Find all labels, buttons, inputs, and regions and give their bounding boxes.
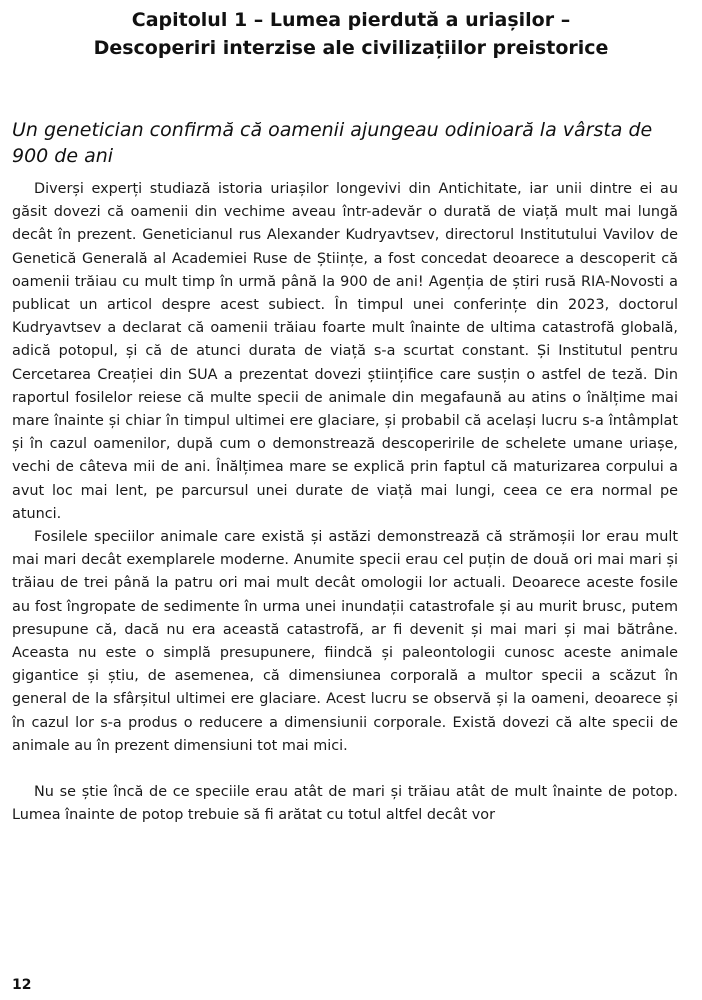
chapter-title-line-1: Capitolul 1 – Lumea pierdută a uriașilor – (131, 9, 571, 31)
page-number: 12 (12, 977, 32, 993)
paragraph: Diverși experți studiază istoria uriașilor longevivi din Antichitate, iar unii dintre ei au găsit dovezi că oamenii din vechime aveau într-adevăr o durată de viață mult mai lungă decât în prezent. Geneticianul rus Alexander Kudryavtsev, directorul Institutului Vavilov de Genetică Generală al Academiei Ruse de Științe, a fost concedat deoarece a descoperit că oamenii trăiau cu mult timp în urmă până la 900 de ani! Agenția de știri rusă RIA-Novosti a publicat un articol despre acest subiect. În timpul unei conferințe din 2023, doctorul Kudryavtsev a declarat că oamenii trăiau foarte mult înainte de ultima catastrofă globală, adică potopul, și că de atunci durata de viață s-a scurtat constant. Și Institutul pentru Cercetarea Creației din SUA a prezentat dovezi științifice care susțin o astfel de teză. Din raportul fosilelor reiese că multe specii de animale din megafaună au atins o înălțime mai mare înainte și chiar în timpul ultimei ere glaciare, și probabil că același lucru s-a întâmplat și în cazul oamenilor, după cum o demonstrează descoperirile de schelete umane uriașe, vechi de câteva mii de ani. Înălțimea mare se explică prin faptul că maturizarea corpului a avut loc mai lent, pe parcursul unei durate de viață mai lungi, ceea ce era normal pe atunci. (12, 181, 678, 522)
body-text (12, 178, 678, 828)
paragraph: Nu se știe încă de ce speciile erau atât de mari și trăiau atât de mult înainte de potop. Lumea înainte de potop trebuie să fi arătat cu totul altfel decât vor (12, 784, 678, 824)
paragraph: Fosilele speciilor animale care există și astăzi demonstrează că strămoșii lor erau mult mai mari decât exemplarele moderne. Anumite specii erau cel puțin de două ori mai mari și trăiau de trei până la patru ori mai mult decât omologii lor actuali. Deoarece aceste fosile au fost îngropate de sedimente în urma unei inundații catastrofale și au murit brusc, putem presupune că, dacă nu era această catastrofă, ar fi devenit și mai mari și mai bătrâne. Aceasta nu este o simplă presupunere, fiindcă și paleontologii cunosc aceste animale gigantice și știu, de asemenea, că dimensiunea corporală a multor specii a scăzut în general de la sfârșitul ultimei ere glaciare. Acest lucru se observă și la oameni, deoarece și în cazul lor s-a produs o reducere a dimensiunii corporale. Există dovezi că alte specii de animale au în prezent dimensiuni tot mai mici. (12, 529, 678, 754)
chapter-title (40, 6, 662, 62)
chapter-title-line-2: Descoperiri interzise ale civilizațiilor preistorice (93, 37, 609, 59)
section-heading: Un genetician confirmă că oamenii ajungeau odinioară la vârsta de 900 de ani (12, 119, 653, 167)
